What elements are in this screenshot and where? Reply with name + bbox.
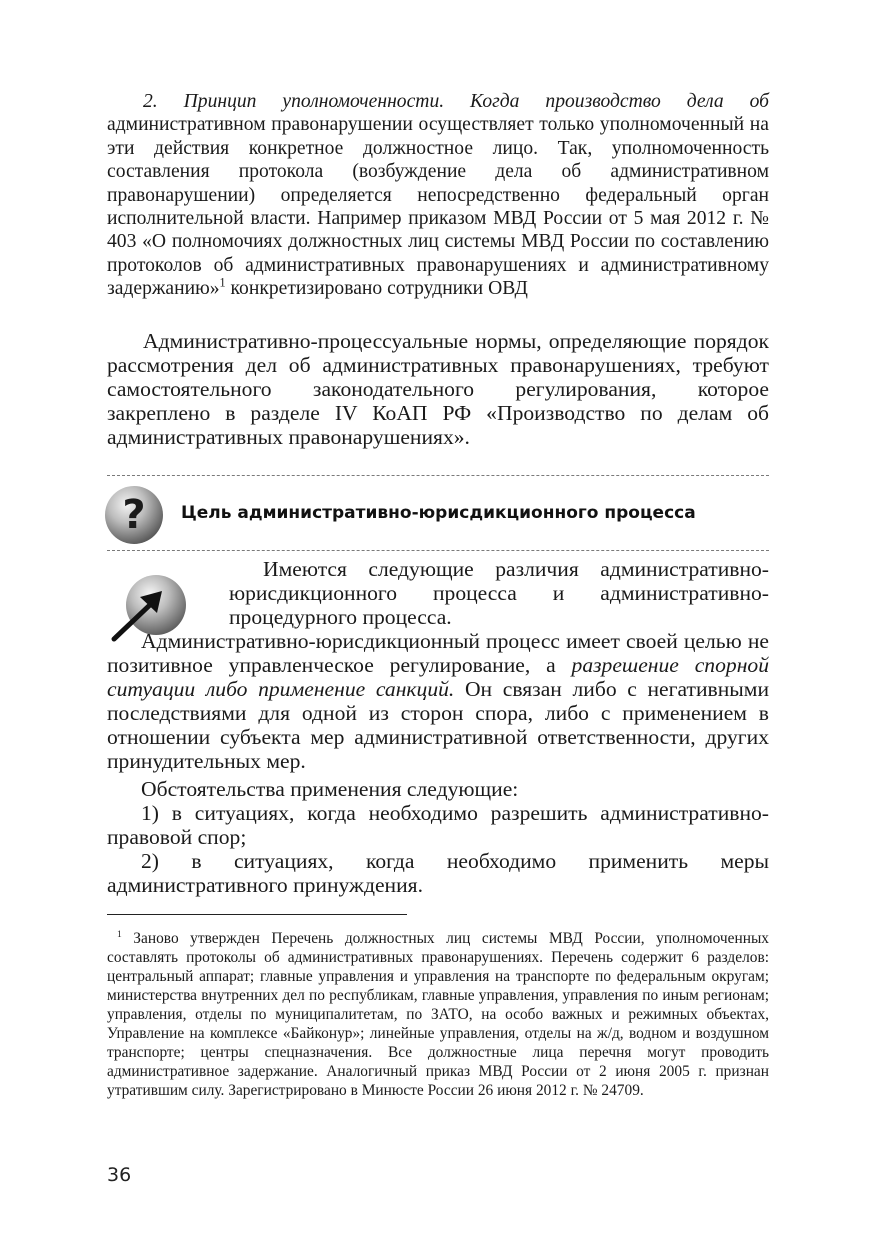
list-item: 1) в ситуациях, когда необходимо разрешить административно-правовой спор; bbox=[107, 801, 769, 849]
icon-spacer bbox=[107, 557, 229, 629]
paragraph-procedural-norms: Административно-процессуальные нормы, определяющие порядок рассмотрения дел об административных правонарушениях, требуют самостоятельного законодательного регулирования, которое закреплено в разделе IV КоАП РФ «Производство по делам об административных правонарушениях». bbox=[107, 329, 769, 449]
section-divider-top bbox=[107, 475, 769, 476]
answer-text-start: Административно-юрисдикционный процесс имеет своей целью не позитивное управленческое регулирование, а bbox=[107, 629, 769, 677]
footnote-marker: 1 bbox=[117, 928, 122, 940]
paragraph-italic-lead: 2. Принцип уполномоченности. Когда производство дела об bbox=[143, 91, 769, 112]
circumstances-block bbox=[107, 777, 769, 897]
list-item: 2) в ситуациях, когда необходимо применить меры административного принуждения. bbox=[107, 849, 769, 897]
answer-paragraph bbox=[107, 629, 769, 773]
circumstances-lead: Обстоятельства применения следующие: bbox=[141, 777, 519, 801]
section-heading: Цель административно-юрисдикционного процесса bbox=[181, 503, 696, 523]
paragraph-body-end: конкретизировано сотрудники ОВД bbox=[225, 278, 528, 300]
footnote-text: Заново утвержден Перечень должностных лиц системы МВД России, уполномоченных составлять протоколы об административных правонарушениях. Перечень содержит 6 разделов: центральный аппарат; главные управления и управления на транспорте по федеральным округам; министерства внутренних дел по республикам, главные управления, управления по иным регионам; управления, отделы по муниципалитетам, по ЗАТО, на особо важных и режимных объектах, Управление на комплексе «Байконур»; линейные управления, отделы на ж/д, водном и воздушном транспорте; центры спецназначения. Все должностные лица перечня могут проводить административное задержание. Аналогичный приказ МВД России от 2 июня 2005 г. признан утратившим силу. Зарегистрировано в Минюсте России 26 июня 2012 г. № 24709. bbox=[107, 930, 769, 1099]
footnote-reference[interactable]: 1 bbox=[219, 275, 226, 290]
svg-text:?: ? bbox=[122, 492, 146, 538]
answer-text-end: Он связан либо с негативными последствиями для одной из сторон спора, либо с применением в отношении субъекта мер административной ответственности, других принудительных мер. bbox=[107, 677, 769, 773]
paragraph-body: административном правонарушении осуществляет только уполномоченный на эти действия конкретное должностное лицо. Так, уполномоченность составления протокола (возбуждение дела об административном правонарушении) определяется непосредственно федеральный орган исполнительной власти. Например приказом МВД России от 5 мая 2012 г. № 403 «О полномочиях должностных лиц системы МВД России по составлению протоколов об административных правонарушениях и административному задержанию» bbox=[107, 114, 769, 300]
page-number: 36 bbox=[107, 1164, 132, 1186]
section-divider-bottom bbox=[107, 550, 769, 551]
answer-block bbox=[107, 557, 769, 773]
footnote-separator bbox=[107, 914, 407, 915]
answer-intro: Имеются следующие различия административно-юрисдикционного процесса и административно-процедурного процесса. bbox=[229, 557, 769, 629]
paragraph-authority-principle bbox=[107, 90, 769, 301]
question-mark-icon bbox=[103, 484, 165, 546]
footnote bbox=[107, 929, 769, 1100]
answer-text-italic: разрешение спорной ситуации либо применение санкций. bbox=[107, 653, 770, 701]
